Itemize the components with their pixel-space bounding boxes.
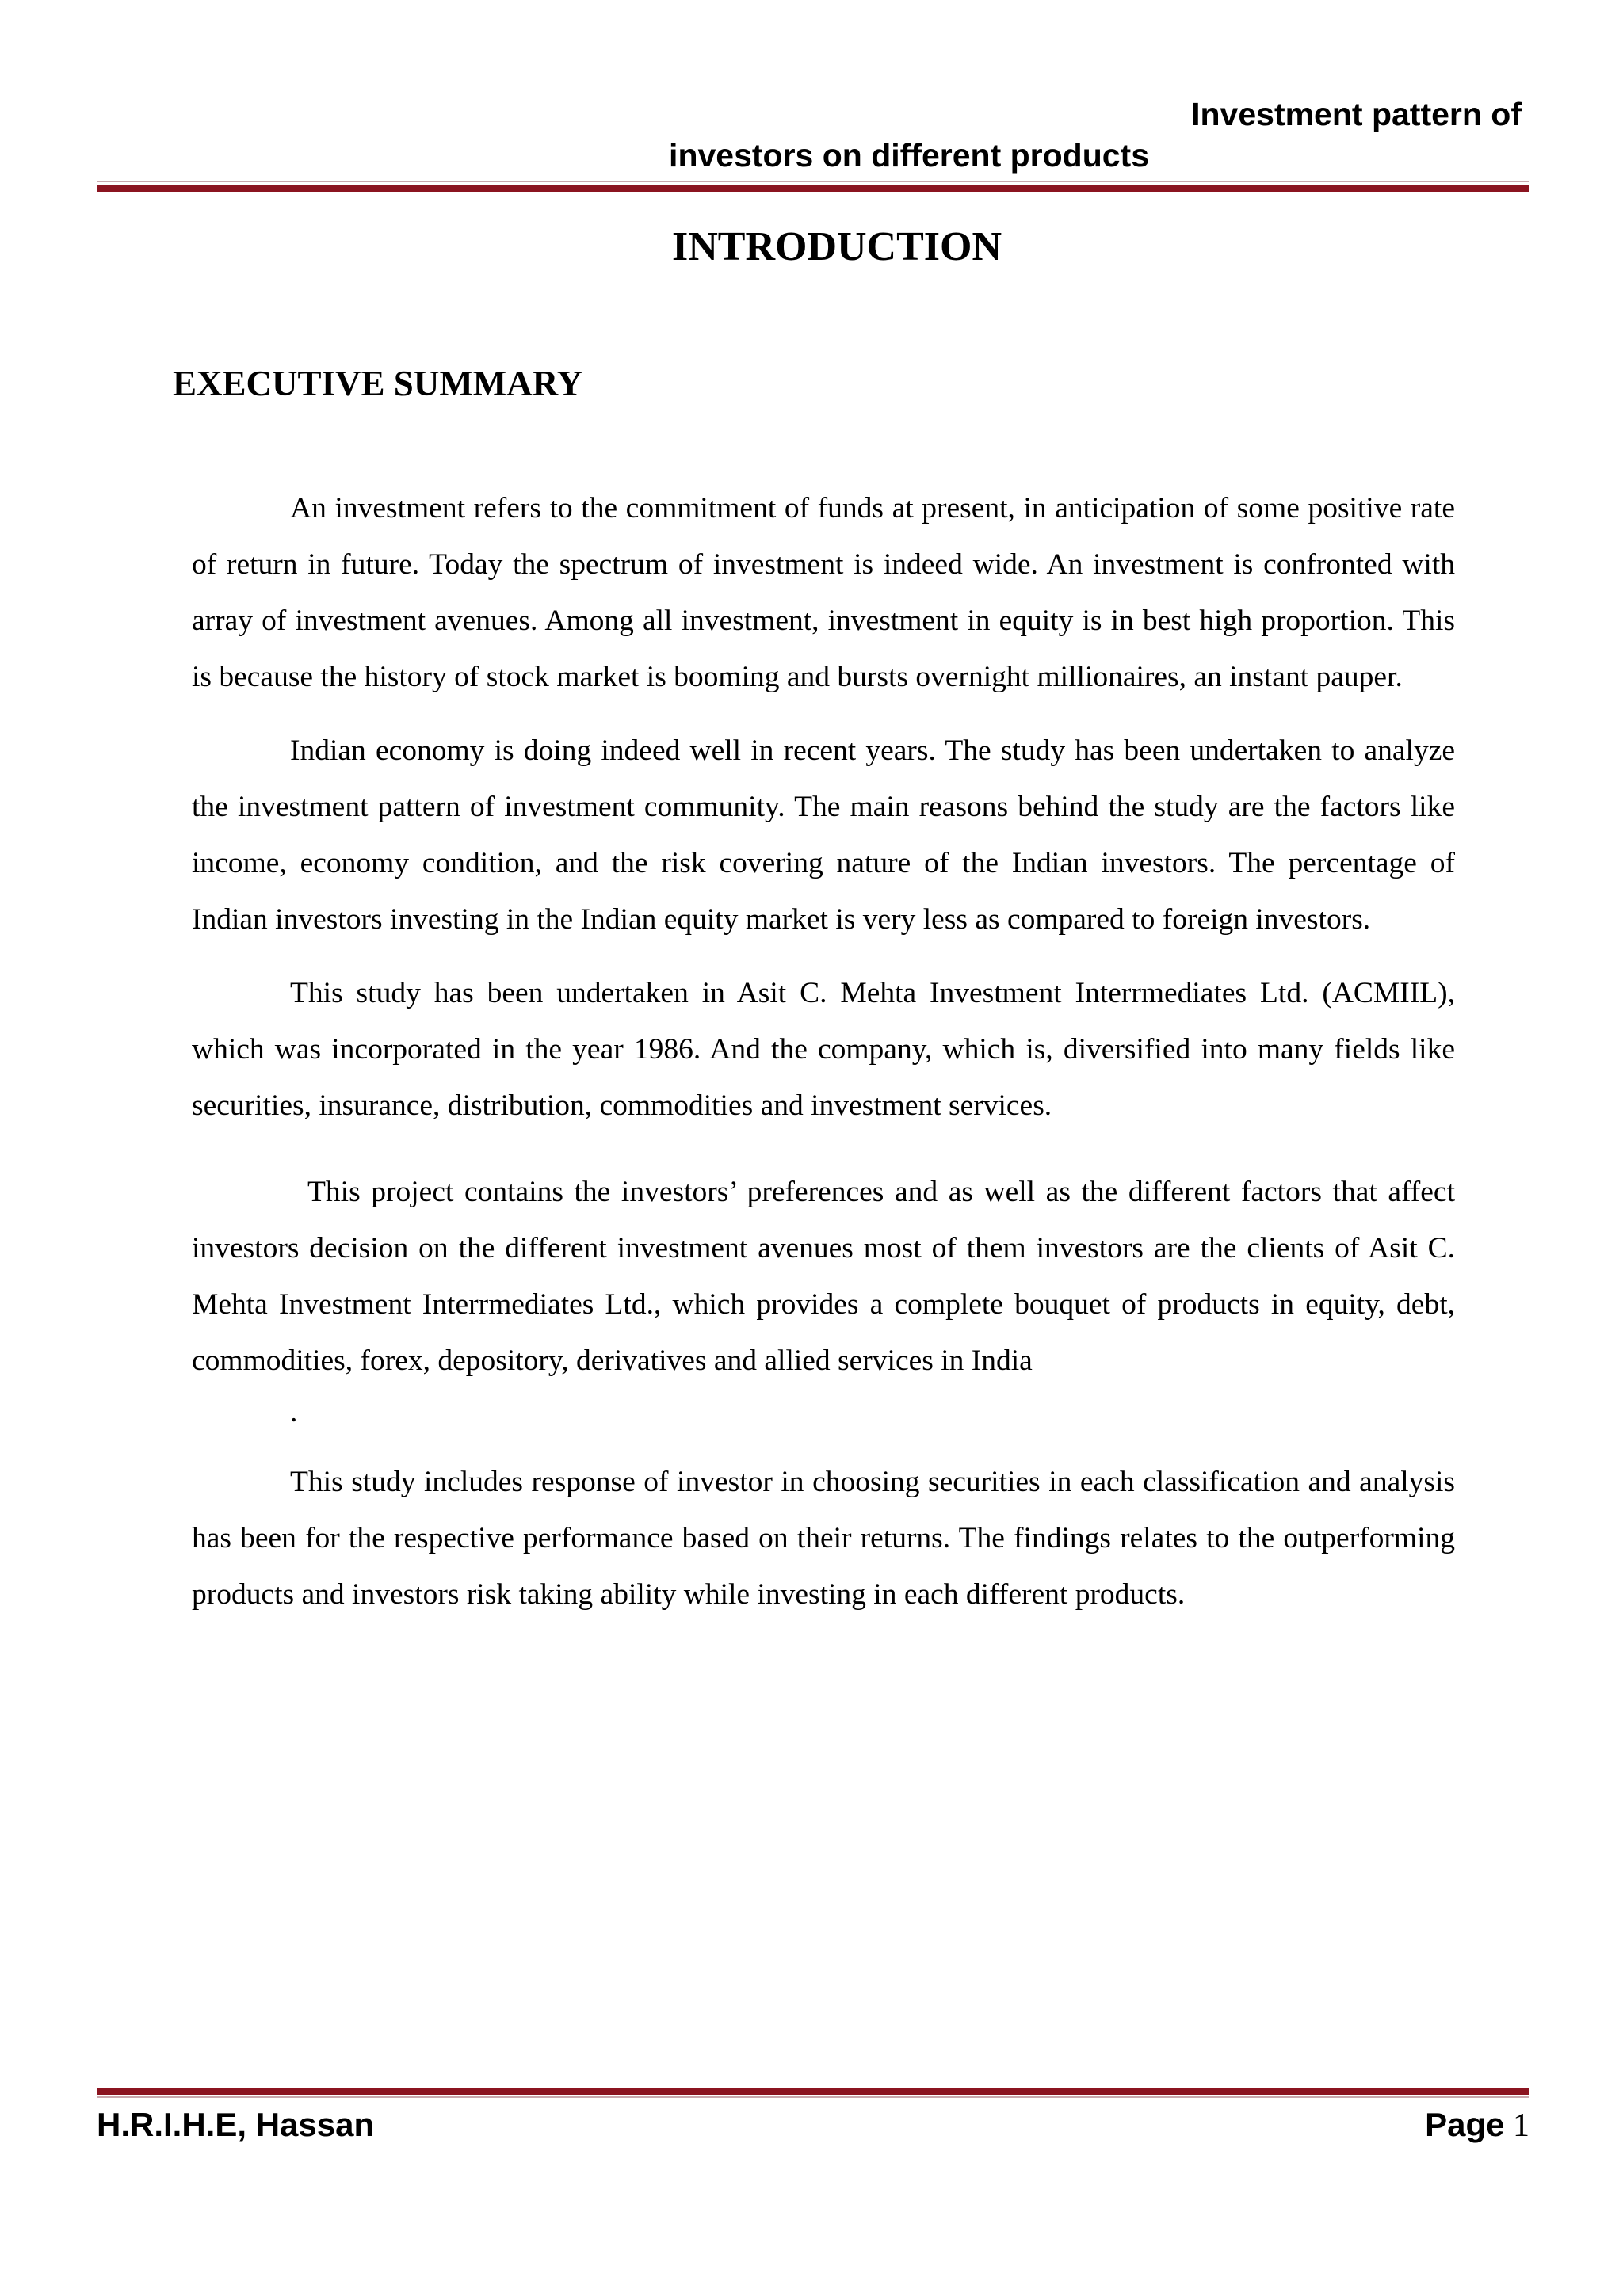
running-header-line-2: investors on different products bbox=[669, 137, 1149, 174]
page-title: INTRODUCTION bbox=[671, 224, 1002, 269]
paragraph-1: An investment refers to the commitment of funds at present, in anticipation of some positive rate of return in future. Today the spectrum of investment is indeed wide. An investment is confronted with array of investment avenues. Among all investment, investment in equity is in best high proportion. This is because the history of stock market is booming and bursts overnight millionaires, an instant pauper. bbox=[192, 492, 1455, 693]
footer-page-number: 1 bbox=[1513, 2107, 1529, 2144]
paragraph-5: This study includes response of investor in choosing securities in each classification and analysis has been for the respective performance based on their returns. The findings relates to the outperforming products and investors risk taking ability while investing in each different products. bbox=[192, 1466, 1455, 1611]
header-rule-thick bbox=[97, 185, 1529, 192]
body-text bbox=[192, 480, 1455, 1640]
paragraph-4: This project contains the investors’ preferences and as well as the different factors that affect investors decision on the different investment avenues most of them investors are the clients of Asit C. Mehta Investment Interrmediates Ltd., which provides a complete bouquet of products in equity, debt, commodities, forex, depository, derivatives and allied services in India bbox=[192, 1176, 1455, 1377]
header-rule-thin bbox=[97, 181, 1529, 182]
footer-rule-thick bbox=[97, 2088, 1529, 2095]
section-heading: EXECUTIVE SUMMARY bbox=[173, 364, 583, 403]
paragraph-3: This study has been undertaken in Asit C. Mehta Investment Interrmediates Ltd. (ACMIIL), which was incorporated in the year 1986. And the company, which is, diversified into many fields like securities, insurance, distribution, commodities and investment services. bbox=[192, 977, 1455, 1122]
footer-institution: H.R.I.H.E, Hassan bbox=[97, 2106, 375, 2143]
running-header-line-1: Investment pattern of bbox=[1191, 96, 1522, 132]
paragraph-2: Indian economy is doing indeed well in recent years. The study has been undertaken to analyze the investment pattern of investment community. The main reasons behind the study are the factors like income, economy condition, and the risk covering nature of the Indian investors. The percentage of Indian investors investing in the Indian equity market is very less as compared to foreign investors. bbox=[192, 734, 1455, 936]
paragraph-4-trailing-dot: . bbox=[290, 1396, 298, 1428]
page-footer bbox=[97, 2101, 1529, 2149]
running-header bbox=[97, 93, 1529, 176]
footer-page-label: Page bbox=[1425, 2106, 1505, 2143]
footer-page bbox=[1425, 2101, 1529, 2149]
footer-rule-thin bbox=[97, 2096, 1529, 2098]
